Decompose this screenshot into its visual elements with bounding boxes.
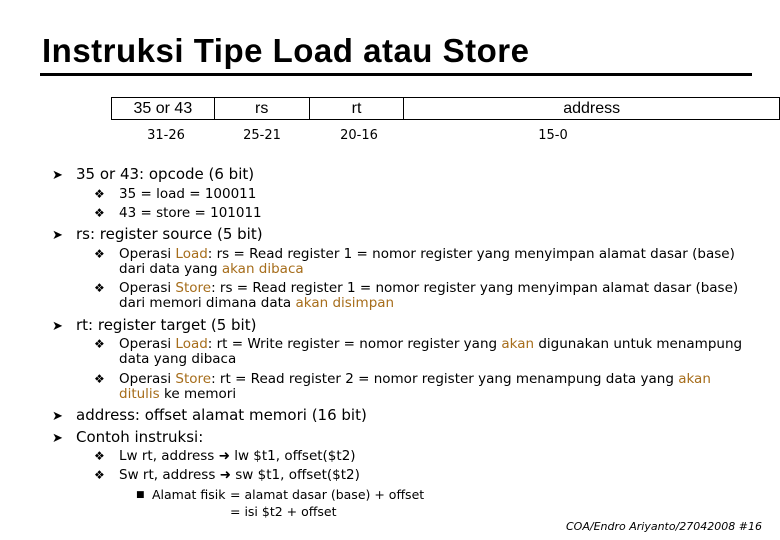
- diamond-bullet-icon: ❖: [94, 449, 105, 463]
- sub-bullet-store: ❖ 43 = store = 101011: [94, 205, 262, 221]
- sub-bullet-sw: ❖ Sw rt, address ➜ sw $t1, offset($t2): [94, 467, 360, 483]
- sub-bullet-rt-load: ❖ Operasi Load: rt = Write register = nomor register yang akan digunakan untuk menampung data yang dibaca: [94, 336, 743, 367]
- diamond-bullet-icon: ❖: [94, 247, 105, 261]
- bits-opcode: 31-26: [147, 128, 185, 143]
- sub-bullet-rs-load: ❖ Operasi Load: rs = Read register 1 = nomor register yang menyimpan alamat dasar (base) dari data yang akan dibaca: [94, 246, 735, 277]
- bullet-rt: ➤ rt: register target (5 bit): [52, 316, 257, 334]
- diamond-bullet-icon: ❖: [94, 281, 105, 295]
- arrowhead-bullet-icon: ➤: [52, 228, 63, 243]
- bullet-rs: ➤ rs: register source (5 bit): [52, 225, 263, 243]
- diamond-bullet-icon: ❖: [94, 206, 105, 220]
- field-opcode: 35 or 43: [112, 98, 215, 120]
- sub-bullet-load: ❖ 35 = load = 100011: [94, 186, 257, 202]
- sub-bullet-rt-store: ❖ Operasi Store: rt = Read register 2 = nomor register yang menampung data yang akan ditulis ke memori: [94, 371, 711, 402]
- square-bullet-icon: ■: [136, 490, 145, 500]
- sub-bullet-lw: ❖ Lw rt, address ➜ lw $t1, offset($t2): [94, 448, 356, 464]
- bullet-example: ➤ Contoh instruksi:: [52, 428, 204, 446]
- sub-bullet-rs-store: ❖ Operasi Store: rs = Read register 1 = nomor register yang menyimpan alamat dasar (base) dari memori dimana data akan disimpan: [94, 280, 739, 311]
- field-address: address: [404, 98, 780, 120]
- bullet-opcode: ➤ 35 or 43: opcode (6 bit): [52, 165, 255, 183]
- title-underline: [40, 73, 752, 76]
- right-arrow-icon: ➜: [218, 448, 230, 464]
- diamond-bullet-icon: ❖: [94, 468, 105, 482]
- sub-sub-bullet-physical-address: ■ Alamat fisik = alamat dasar (base) + offset = isi $t2 + offset: [136, 487, 425, 519]
- arrowhead-bullet-icon: ➤: [52, 431, 63, 446]
- right-arrow-icon: ➜: [219, 467, 231, 483]
- diamond-bullet-icon: ❖: [94, 337, 105, 351]
- bits-rs: 25-21: [243, 128, 281, 143]
- diamond-bullet-icon: ❖: [94, 372, 105, 386]
- slide-title: Instruksi Tipe Load atau Store: [42, 32, 530, 69]
- field-rs: rs: [214, 98, 309, 120]
- field-rt: rt: [309, 98, 404, 120]
- arrowhead-bullet-icon: ➤: [52, 319, 63, 334]
- arrowhead-bullet-icon: ➤: [52, 409, 63, 424]
- bits-rt: 20-16: [340, 128, 378, 143]
- diamond-bullet-icon: ❖: [94, 187, 105, 201]
- slide-footer: COA/Endro Ariyanto/27042008 #16: [566, 520, 762, 533]
- bullet-address: ➤ address: offset alamat memori (16 bit): [52, 406, 367, 424]
- instruction-format-table: [111, 97, 780, 120]
- arrowhead-bullet-icon: ➤: [52, 168, 63, 183]
- bits-address: 15-0: [538, 128, 568, 143]
